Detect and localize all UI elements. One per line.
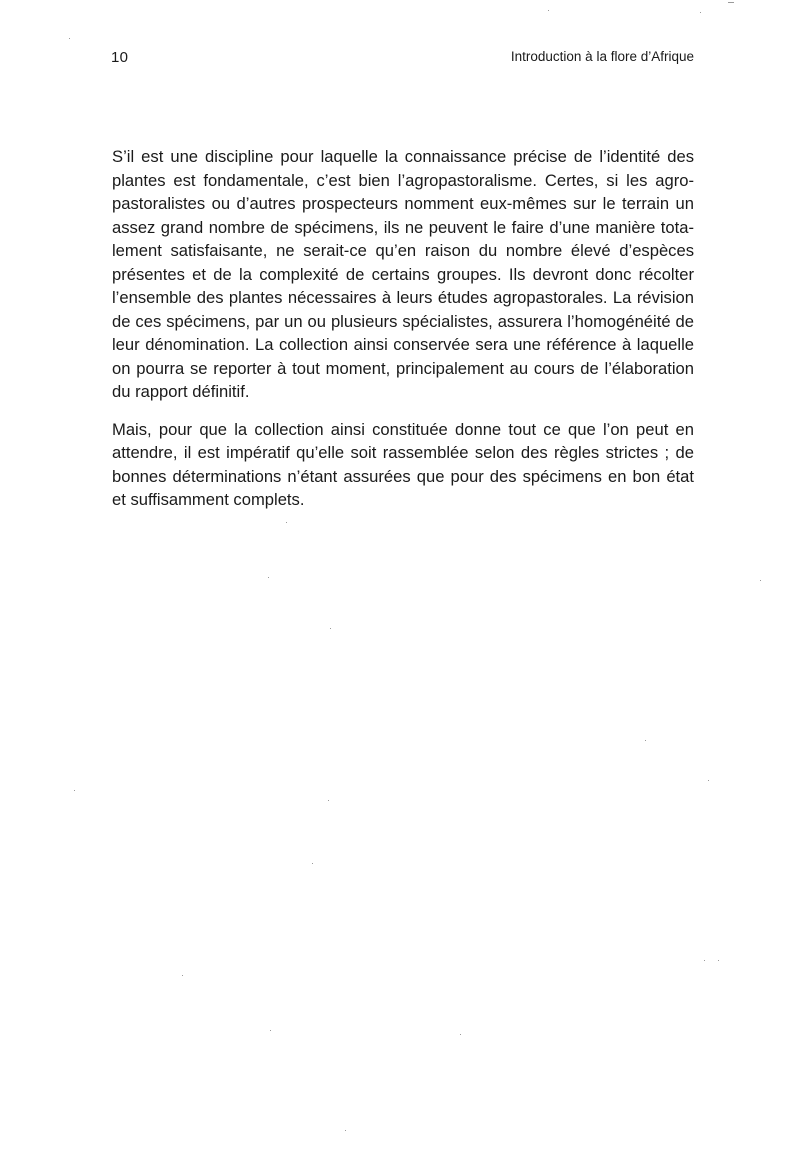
scan-speck [704,960,705,961]
scan-speck [312,863,313,864]
scan-speck [728,2,734,3]
page-number: 10 [111,49,129,66]
scan-speck [182,975,183,976]
scan-speck [69,38,70,39]
running-head: Introduction à la flore d’Afrique [510,49,694,64]
scan-speck [760,580,761,581]
scan-speck [268,577,269,578]
paragraph: Mais, pour que la collection ainsi constituée donne tout ce que l’on peut en attendre, il est impératif qu’elle soit rassemblée selon des règles strictes ; de bonnes déterminations n’étant assurées que pour des spécimens en bon état et suffisamment complets. [112,419,694,509]
scan-speck [286,522,287,523]
scan-speck [74,790,75,791]
scan-speck [718,960,719,961]
scan-speck [548,10,549,11]
paragraph: S’il est une discipline pour laquelle la connaissance précise de l’identité des plantes est fondamentale, c’est bien l’agropastoralisme. Certes, si les agro-pastoralistes ou d’autres prospecteurs nomment eux-mêmes sur le terrain un assez grand nombre de spécimens, ils ne peuvent le faire d’une manière tota-lement satisfaisante, ne serait-ce qu’en raison du nombre élevé d’espèces présentes et de la complexité de certains groupes. Ils devront donc récolter l’ensemble des plantes nécessaires à leurs études agropastorales. La révision de ces spécimens, par un ou plusieurs spécialistes, assurera l’homogénéité de leur dénomination. La collection ainsi conservée sera une référence à laquelle on pourra se reporter à tout moment, principalement au cours de l’élaboration du rapport définitif. [112,147,694,401]
scan-speck [345,1130,346,1131]
scan-speck [700,12,701,13]
scan-speck [645,740,646,741]
scan-speck [330,628,331,629]
scan-speck [270,1030,271,1031]
body-text [112,145,694,526]
scan-speck [328,800,329,801]
scan-speck [708,780,709,781]
scan-speck [460,1034,461,1035]
